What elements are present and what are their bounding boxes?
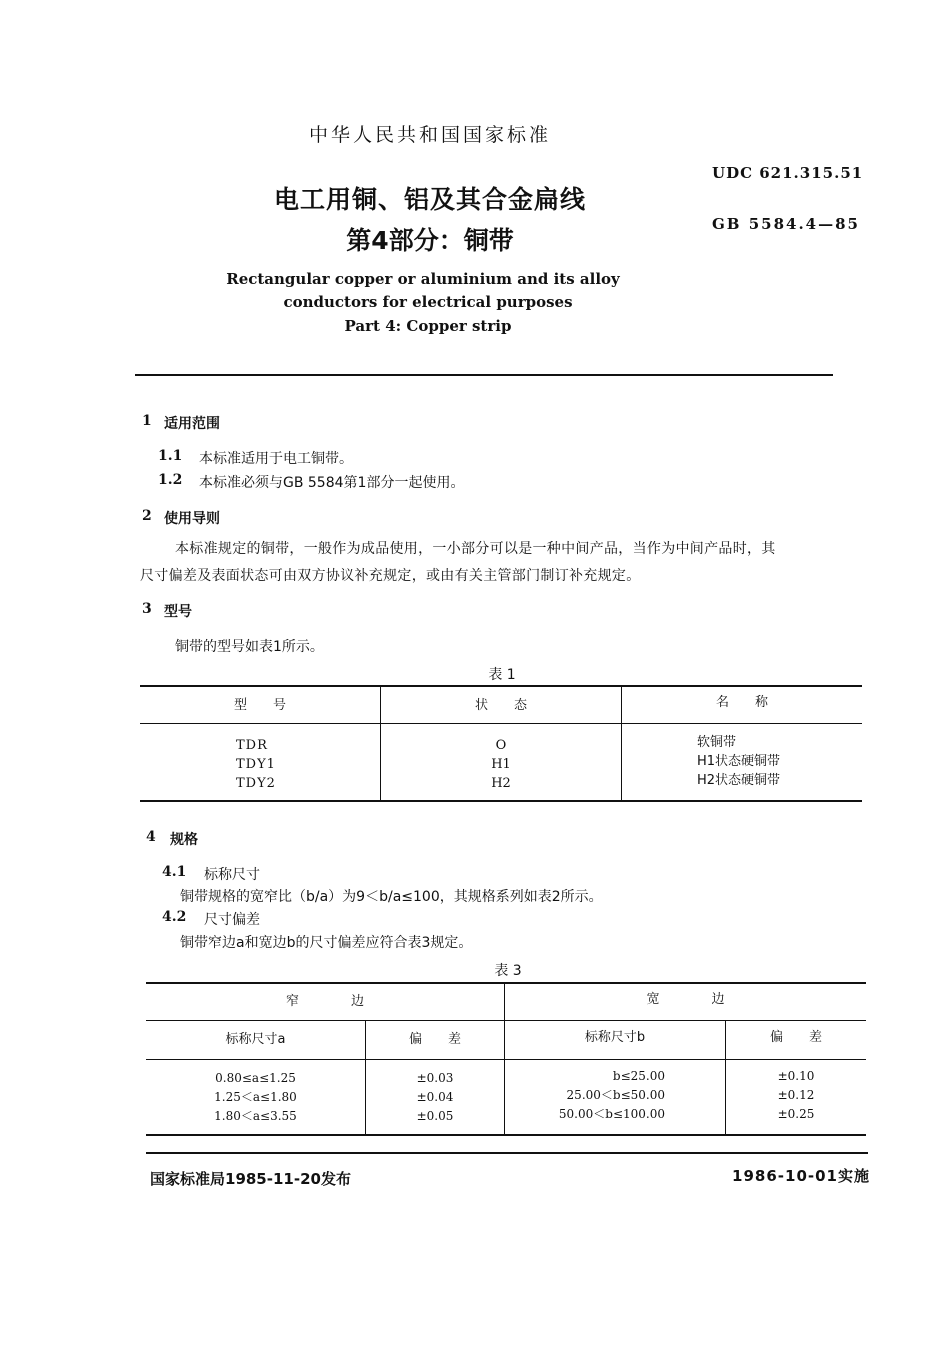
s4-1-text: 铜带规格的宽窄比（b/a）为9＜b/a≤100，其规格系列如表2所示。 — [180, 889, 603, 905]
table3-row1-dev-b: ±0.10 — [777, 1069, 815, 1083]
table1-row2-model: TDY1 — [236, 757, 276, 772]
table3-row3-b: 50.00＜b≤100.00 — [558, 1107, 665, 1121]
table3-row3-a: 1.80＜a≤3.55 — [214, 1109, 297, 1123]
table1-row1-name: 软铜带 — [697, 735, 737, 750]
gb-code: GB 5584.4—85 — [712, 215, 860, 233]
s3-number: 3 — [142, 601, 152, 617]
s4-2-title: 尺寸偏差 — [204, 912, 260, 928]
table3-group-narrow: 窄 边 — [285, 994, 364, 1009]
table3-row2-dev-b: ±0.12 — [777, 1088, 815, 1102]
table1-row1-state: O — [495, 738, 507, 753]
table1-row3-name: H2状态硬铜带 — [697, 773, 781, 788]
table3-row2-a: 1.25＜a≤1.80 — [214, 1090, 297, 1104]
s4-1-title: 标称尺寸 — [204, 867, 260, 883]
table3-row3-dev-b: ±0.25 — [777, 1107, 815, 1121]
s2-title: 使用导则 — [164, 511, 220, 527]
udc-code: UDC 621.315.51 — [712, 164, 864, 182]
standard-type: 中华人民共和国国家标准 — [308, 124, 551, 146]
title-en-line2: conductors for electrical purposes — [283, 293, 573, 311]
table1-row3-model: TDY2 — [236, 776, 276, 791]
title-zh-line1: 电工用铜、铝及其合金扁线 — [273, 185, 586, 214]
table3-header-nominal-b: 标称尺寸b — [584, 1030, 646, 1045]
s4-1-number: 4.1 — [162, 864, 187, 880]
s2-paragraph-line2: 尺寸偏差及表面状态可由双方协议补充规定，或由有关主管部门制订补充规定。 — [140, 568, 641, 584]
s1-number: 1 — [142, 413, 152, 429]
footer-effective: 1986-10-01实施 — [732, 1167, 870, 1185]
table3-header-deviation-b: 偏 差 — [769, 1030, 822, 1045]
table3-group-wide: 宽 边 — [646, 992, 725, 1007]
footer-issued: 国家标准局1985-11-20发布 — [150, 1170, 351, 1188]
table1-row1-model: TDR — [236, 738, 268, 753]
table3-row2-b: 25.00＜b≤50.00 — [566, 1088, 665, 1102]
s3-text: 铜带的型号如表1所示。 — [175, 639, 324, 655]
s1-title: 适用范围 — [164, 416, 220, 432]
table1-header-state: 状 态 — [474, 698, 527, 713]
table3-caption: 表 3 — [494, 963, 522, 979]
table3-header-nominal-a: 标称尺寸a — [225, 1032, 286, 1047]
table3-header-deviation-a: 偏 差 — [408, 1032, 461, 1047]
table3-row1-a: 0.80≤a≤1.25 — [215, 1071, 296, 1085]
table1-row3-state: H2 — [491, 776, 511, 791]
s2-number: 2 — [142, 508, 152, 524]
table3-row3-dev-a: ±0.05 — [416, 1109, 454, 1123]
table1-header-model: 型 号 — [233, 698, 286, 713]
table1-caption: 表 1 — [488, 667, 516, 683]
title-zh-line2: 第4部分：铜带 — [346, 226, 514, 255]
header-divider — [135, 374, 833, 376]
s1-1-text: 本标准适用于电工铜带。 — [199, 451, 353, 467]
table3-row1-b: b≤25.00 — [612, 1069, 665, 1083]
s4-2-text: 铜带窄边a和宽边b的尺寸偏差应符合表3规定。 — [180, 935, 473, 951]
s1-1-number: 1.1 — [158, 448, 183, 464]
s1-2-text: 本标准必须与GB 5584第1部分一起使用。 — [199, 475, 465, 491]
table1-row2-state: H1 — [491, 757, 511, 772]
s4-2-number: 4.2 — [162, 909, 187, 925]
footer-divider — [146, 1152, 868, 1154]
s2-paragraph-line1: 本标准规定的铜带，一般作为成品使用，一小部分可以是一种中间产品，当作为中间产品时，其 — [175, 541, 776, 557]
s3-title: 型号 — [164, 604, 192, 620]
s1-2-number: 1.2 — [158, 472, 183, 488]
table3-row1-dev-a: ±0.03 — [416, 1071, 454, 1085]
table1-row2-name: H1状态硬铜带 — [697, 754, 781, 769]
title-en-line3: Part 4: Copper strip — [344, 317, 512, 335]
table3-row2-dev-a: ±0.04 — [416, 1090, 454, 1104]
table1-header-name: 名 称 — [715, 695, 768, 710]
title-en-line1: Rectangular copper or aluminium and its alloy — [226, 270, 620, 288]
s4-number: 4 — [146, 829, 156, 845]
s4-title: 规格 — [170, 832, 198, 848]
